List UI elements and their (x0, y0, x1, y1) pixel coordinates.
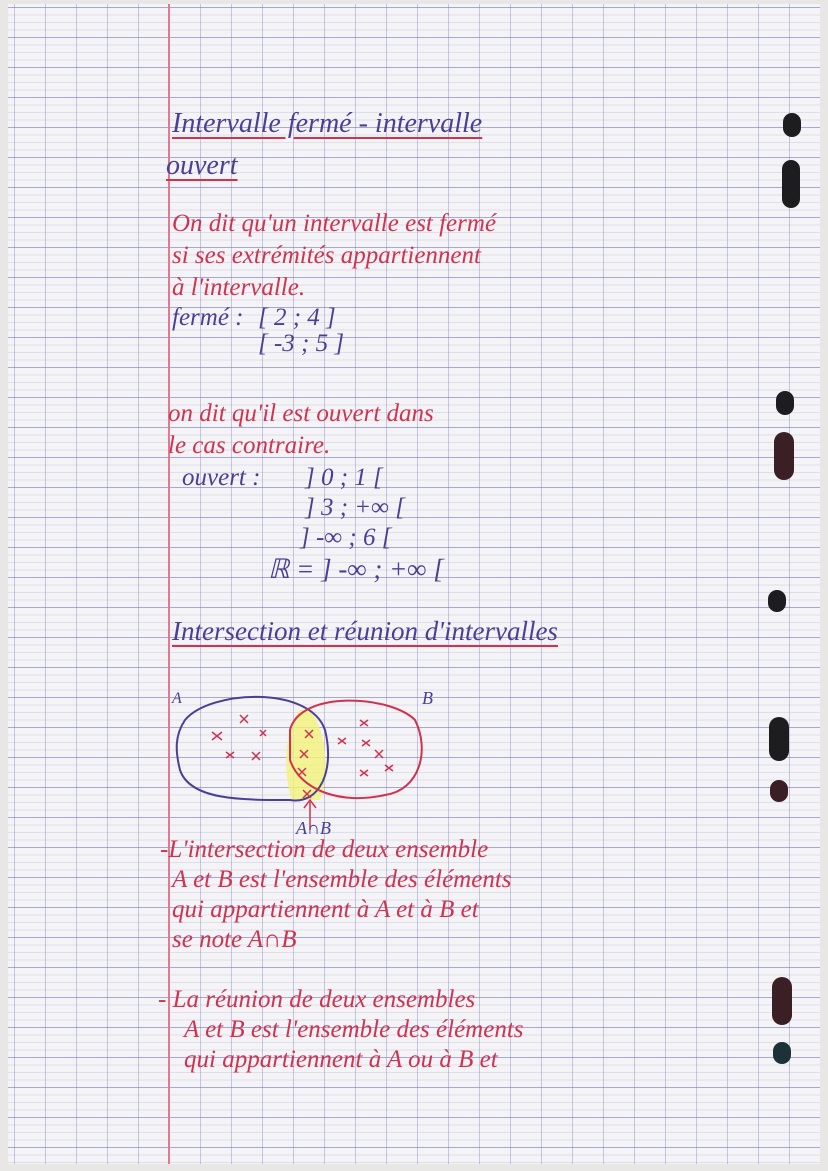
interval-example: [ 2 ; 4 ] (258, 304, 336, 331)
section-title: ouvert (166, 150, 238, 181)
section-title: Intersection et réunion d'intervalles (172, 616, 558, 646)
set-a-label: A (172, 690, 182, 707)
element-cross (226, 752, 234, 758)
binder-hole (773, 1042, 791, 1064)
interval-example: ] 3 ; +∞ [ (305, 494, 405, 521)
reals-interval: ℝ = ] -∞ ; +∞ [ (268, 554, 444, 584)
element-cross (252, 752, 260, 760)
binder-hole (770, 780, 788, 802)
element-cross (338, 738, 346, 744)
text-line: A et B est l'ensemble des éléments (184, 1016, 524, 1043)
text-line: se note A∩B (172, 926, 297, 953)
text-line: on dit qu'il est ouvert dans (168, 400, 434, 427)
binder-hole (782, 160, 800, 208)
intersection-label: A∩B (296, 818, 331, 838)
element-cross (385, 765, 393, 771)
closed-label: fermé : (172, 304, 244, 331)
element-cross (362, 740, 370, 746)
text-line: si ses extrémités appartiennent (172, 242, 481, 269)
element-cross (260, 730, 266, 736)
binder-hole (774, 432, 794, 480)
text-line: à l'intervalle. (172, 274, 306, 301)
text-line: qui appartiennent à A et à B et (172, 896, 479, 923)
element-cross (212, 732, 222, 740)
binder-hole (776, 391, 794, 415)
text-line: -L'intersection de deux ensemble (160, 836, 489, 863)
section-title: Intervalle fermé - intervalle (172, 108, 483, 139)
interval-example: ] -∞ ; 6 [ (300, 524, 392, 551)
text-line: On dit qu'un intervalle est fermé (172, 210, 497, 237)
binder-hole (769, 717, 789, 761)
binder-hole (772, 977, 792, 1025)
open-label: ouvert : (182, 464, 261, 491)
interval-example: ] 0 ; 1 [ (305, 464, 383, 491)
interval-example: [ -3 ; 5 ] (258, 330, 345, 357)
binder-hole (783, 113, 801, 137)
set-b-label: B (422, 688, 433, 708)
element-cross (360, 720, 368, 726)
element-cross (360, 770, 368, 776)
text-line: le cas contraire. (168, 432, 331, 459)
binder-hole (768, 590, 786, 612)
text-line: qui appartiennent à A ou à B et (184, 1046, 498, 1073)
text-line: A et B est l'ensemble des éléments (172, 866, 512, 893)
text-line: - La réunion de deux ensembles (158, 986, 476, 1013)
element-cross (240, 715, 248, 723)
element-cross (375, 750, 383, 758)
